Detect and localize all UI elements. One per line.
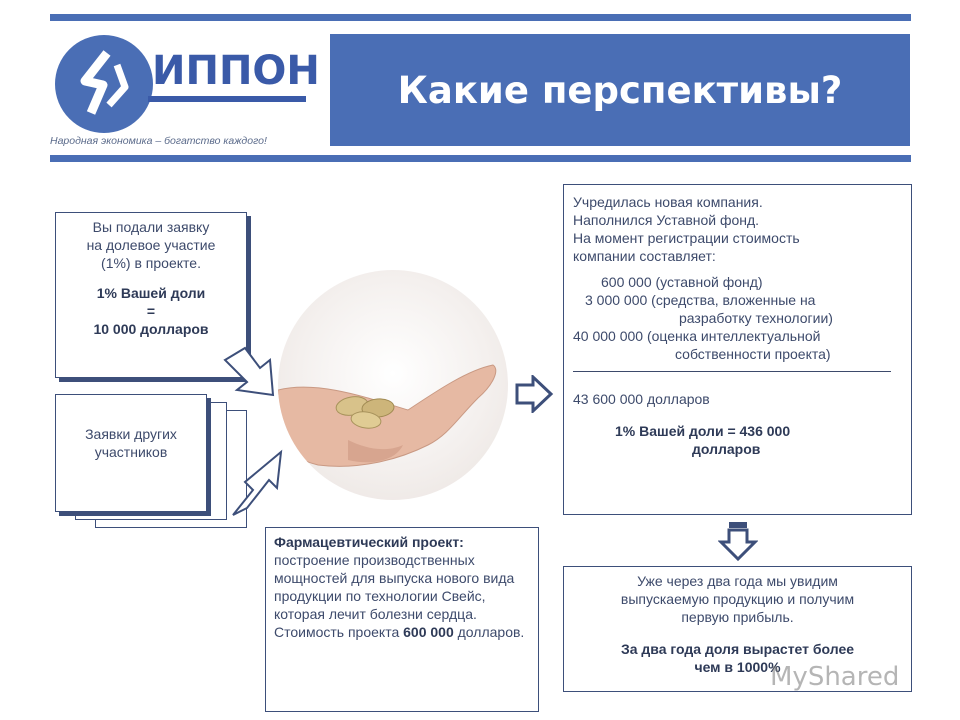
sum-divider (573, 371, 891, 372)
pharma-project-box (265, 527, 539, 712)
share-value-b: долларов (692, 441, 761, 457)
application-line2: на долевое участие (86, 237, 216, 253)
valuation-item-ip-a: 40 000 000 (оценка интеллектуальной (573, 328, 821, 344)
valuation-item-tech-a: 3 000 000 (средства, вложенные на (585, 292, 816, 308)
pharma-cost-prefix: Стоимость проекта (274, 624, 400, 640)
valuation-item-ip-b: собственности проекта) (675, 346, 831, 362)
others-line1: Заявки других (85, 426, 177, 442)
future-line3: первую прибыль. (681, 609, 794, 625)
share-line1: 1% Вашей доли (96, 285, 206, 301)
logo-mark-icon (55, 35, 153, 133)
application-line3: (1%) в проекте. (101, 255, 201, 271)
page-title: Какие перспективы? (397, 68, 843, 112)
logo-circle (55, 35, 153, 133)
arrow-down-icon (718, 520, 758, 562)
page-title-banner (330, 34, 910, 146)
future-growth-line2: чем в 1000% (694, 659, 781, 675)
others-box (55, 394, 207, 512)
company-line4: компании составляет: (573, 248, 716, 264)
hand-pills-image (278, 270, 508, 500)
pharma-title: Фармацевтический проект: (274, 534, 464, 550)
top-rule (50, 14, 911, 21)
company-valuation-box (563, 184, 912, 515)
company-line2: Наполнился Уставной фонд. (573, 212, 760, 228)
others-line2: участников (94, 444, 168, 460)
arrow-down-right-icon (225, 348, 273, 395)
company-line3: На момент регистрации стоимость (573, 230, 800, 246)
tagline: Народная экономика – богатство каждого! (50, 135, 267, 147)
pharma-cost-value: 600 000 (403, 624, 454, 640)
share-line2: = (146, 303, 156, 319)
future-line1: Уже через два года мы увидим (637, 573, 838, 589)
bottom-rule (50, 155, 911, 162)
valuation-item-tech-b: разработку технологии) (679, 310, 833, 326)
pharma-body: построение производственных мощностей для выпуска нового вида продукции по технологии Свейс, которая лечит болезни сердца. (274, 552, 515, 622)
share-line3: 10 000 долларов (93, 321, 209, 337)
future-growth-line1: За два года доля вырастет более (620, 641, 855, 657)
pharma-description (274, 533, 530, 623)
company-line1: Учредилась новая компания. (573, 194, 763, 210)
logo-underline (148, 96, 306, 102)
watermark-text: MyShared (770, 662, 900, 692)
arrow-up-right-icon (233, 452, 281, 515)
application-line1: Вы подали заявку (92, 219, 210, 235)
future-line2: выпускаемую продукцию и получим (620, 591, 855, 607)
pharma-cost-suffix: долларов. (457, 624, 525, 640)
watermark (770, 662, 899, 692)
valuation-total: 43 600 000 долларов (573, 391, 710, 407)
hand-with-pills-photo (278, 270, 508, 500)
logo-text: ИППОН (152, 48, 320, 94)
pharma-cost (274, 623, 530, 641)
share-value-a: 1% Вашей доли = 436 000 (615, 423, 791, 439)
arrow-right-icon (513, 375, 555, 413)
valuation-item-charter: 600 000 (уставной фонд) (601, 274, 763, 290)
